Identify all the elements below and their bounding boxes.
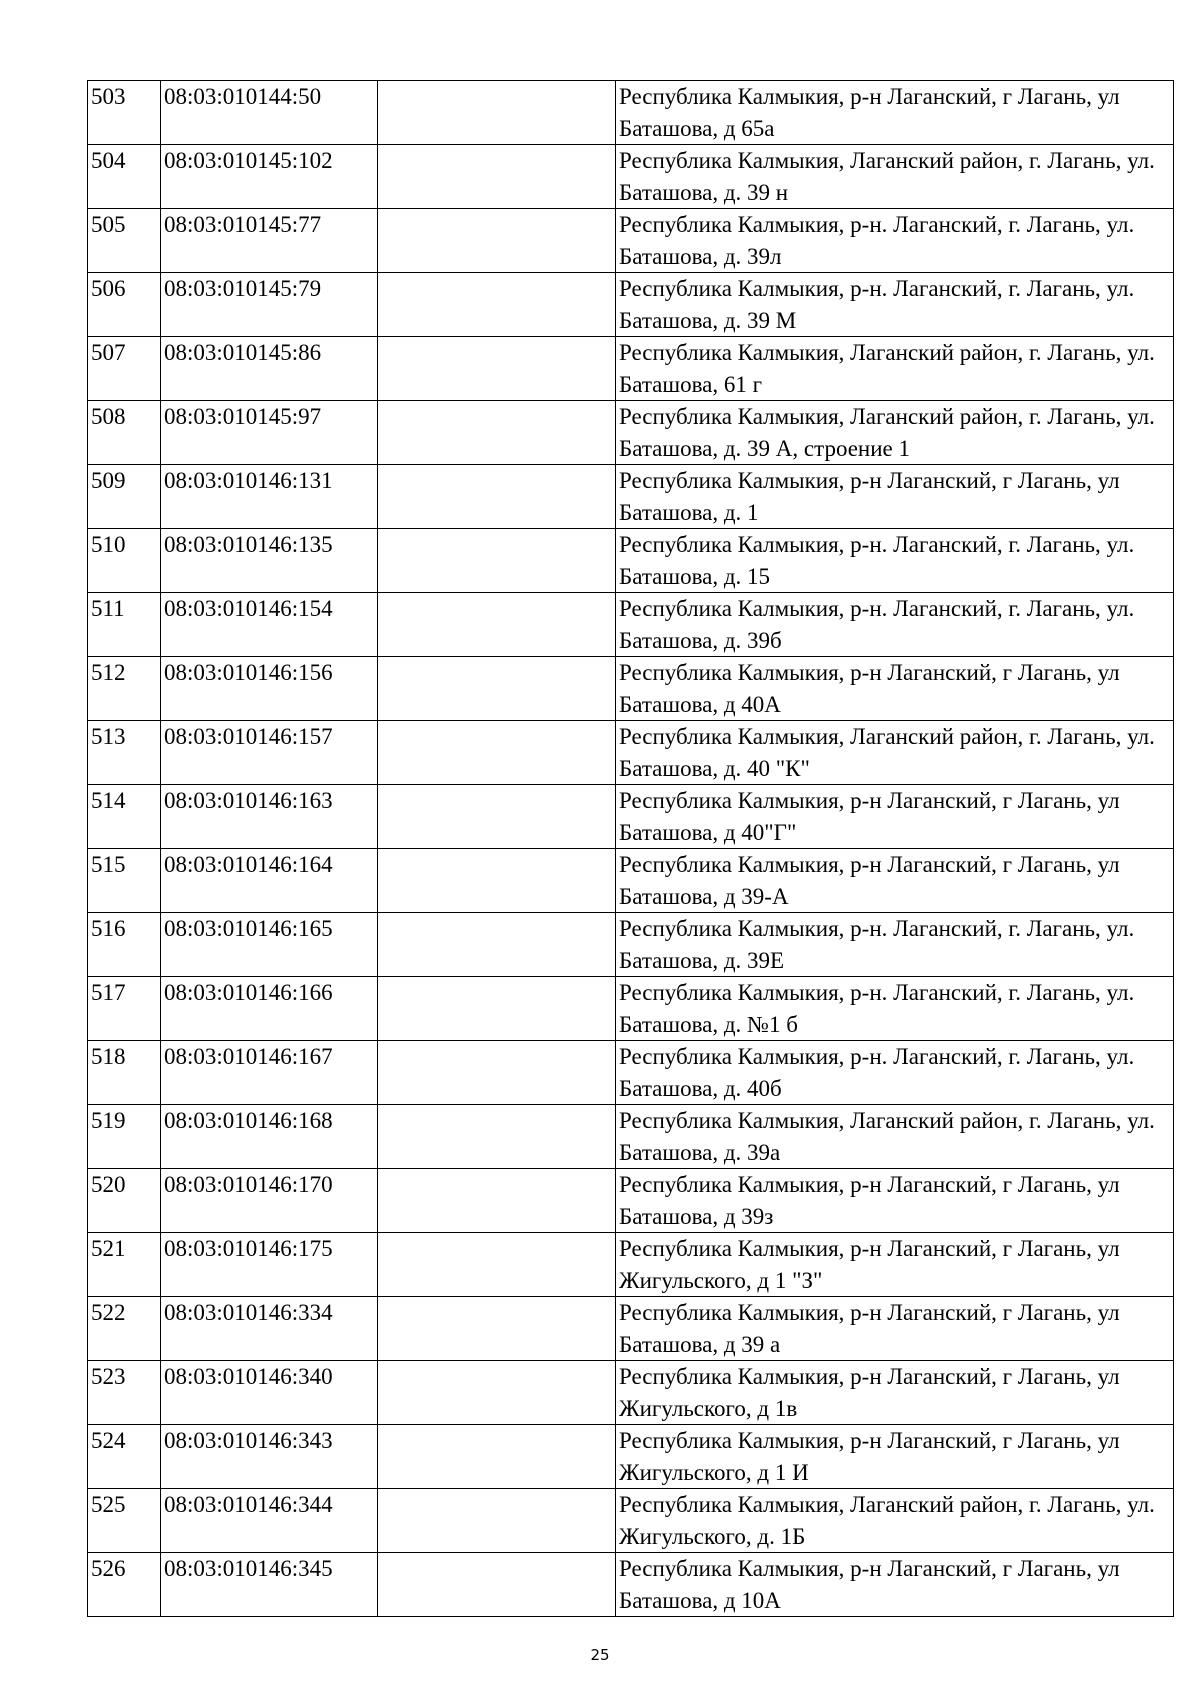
table-row	[88, 1297, 1174, 1361]
table-row	[88, 785, 1174, 849]
row-number-cell: 504	[88, 145, 161, 209]
cadastral-number-cell: 08:03:010146:156	[161, 657, 378, 721]
registry-table-body	[88, 81, 1174, 1617]
row-number-cell: 505	[88, 209, 161, 273]
cadastral-number-cell: 08:03:010146:344	[161, 1489, 378, 1553]
empty-cell	[378, 913, 616, 977]
cadastral-number-cell: 08:03:010146:175	[161, 1233, 378, 1297]
row-number-cell: 512	[88, 657, 161, 721]
row-number-cell: 523	[88, 1361, 161, 1425]
empty-cell	[378, 1425, 616, 1489]
row-number-cell: 525	[88, 1489, 161, 1553]
table-row	[88, 145, 1174, 209]
table-row	[88, 1233, 1174, 1297]
row-number-cell: 522	[88, 1297, 161, 1361]
empty-cell	[378, 145, 616, 209]
table-row	[88, 977, 1174, 1041]
address-cell: Республика Калмыкия, Лаганский район, г. Лагань, ул. Баташова, д. 40 "К"	[616, 721, 1174, 785]
cadastral-number-cell: 08:03:010146:166	[161, 977, 378, 1041]
empty-cell	[378, 465, 616, 529]
table-row	[88, 1041, 1174, 1105]
table-row	[88, 1489, 1174, 1553]
table-row	[88, 1425, 1174, 1489]
table-row	[88, 849, 1174, 913]
address-cell: Республика Калмыкия, Лаганский район, г. Лагань, ул. Баташова, д. 39а	[616, 1105, 1174, 1169]
address-cell: Республика Калмыкия, Лаганский район, г. Лагань, ул. Баташова, д. 39 н	[616, 145, 1174, 209]
empty-cell	[378, 849, 616, 913]
address-cell: Республика Калмыкия, р-н. Лаганский, г. Лагань, ул. Баташова, д. 39л	[616, 209, 1174, 273]
empty-cell	[378, 529, 616, 593]
table-row	[88, 913, 1174, 977]
address-cell: Республика Калмыкия, р-н Лаганский, г Лагань, ул Баташова, д 40"Г"	[616, 785, 1174, 849]
row-number-cell: 516	[88, 913, 161, 977]
row-number-cell: 518	[88, 1041, 161, 1105]
row-number-cell: 510	[88, 529, 161, 593]
table-row	[88, 657, 1174, 721]
table-row	[88, 1105, 1174, 1169]
row-number-cell: 521	[88, 1233, 161, 1297]
table-row	[88, 529, 1174, 593]
cadastral-number-cell: 08:03:010145:97	[161, 401, 378, 465]
empty-cell	[378, 977, 616, 1041]
cadastral-number-cell: 08:03:010146:345	[161, 1553, 378, 1617]
address-cell: Республика Калмыкия, р-н Лаганский, г Лагань, ул Баташова, д 39з	[616, 1169, 1174, 1233]
empty-cell	[378, 657, 616, 721]
empty-cell	[378, 1489, 616, 1553]
empty-cell	[378, 81, 616, 145]
empty-cell	[378, 1297, 616, 1361]
empty-cell	[378, 593, 616, 657]
registry-table	[87, 80, 1174, 1617]
row-number-cell: 513	[88, 721, 161, 785]
address-cell: Республика Калмыкия, р-н Лаганский, г Лагань, ул Жигульского, д 1 "З"	[616, 1233, 1174, 1297]
cadastral-number-cell: 08:03:010145:102	[161, 145, 378, 209]
empty-cell	[378, 1041, 616, 1105]
row-number-cell: 517	[88, 977, 161, 1041]
empty-cell	[378, 273, 616, 337]
row-number-cell: 507	[88, 337, 161, 401]
cadastral-number-cell: 08:03:010146:343	[161, 1425, 378, 1489]
empty-cell	[378, 1361, 616, 1425]
address-cell: Республика Калмыкия, Лаганский район, г. Лагань, ул. Баташова, д. 39 А, строение 1	[616, 401, 1174, 465]
table-row	[88, 1361, 1174, 1425]
empty-cell	[378, 1553, 616, 1617]
row-number-cell: 524	[88, 1425, 161, 1489]
address-cell: Республика Калмыкия, р-н. Лаганский, г. Лагань, ул. Баташова, д. 39Е	[616, 913, 1174, 977]
empty-cell	[378, 401, 616, 465]
cadastral-number-cell: 08:03:010146:157	[161, 721, 378, 785]
table-row	[88, 465, 1174, 529]
address-cell: Республика Калмыкия, р-н Лаганский, г Лагань, ул Баташова, д 10А	[616, 1553, 1174, 1617]
cadastral-number-cell: 08:03:010145:79	[161, 273, 378, 337]
address-cell: Республика Калмыкия, Лаганский район, г. Лагань, ул. Жигульского, д. 1Б	[616, 1489, 1174, 1553]
table-row	[88, 337, 1174, 401]
row-number-cell: 519	[88, 1105, 161, 1169]
page-number: 25	[590, 1646, 610, 1664]
row-number-cell: 509	[88, 465, 161, 529]
cadastral-number-cell: 08:03:010145:86	[161, 337, 378, 401]
address-cell: Республика Калмыкия, р-н Лаганский, г Лагань, ул Жигульского, д 1 И	[616, 1425, 1174, 1489]
address-cell: Республика Калмыкия, р-н. Лаганский, г. Лагань, ул. Баташова, д. 39 М	[616, 273, 1174, 337]
table-row	[88, 81, 1174, 145]
empty-cell	[378, 1169, 616, 1233]
empty-cell	[378, 721, 616, 785]
table-row	[88, 1553, 1174, 1617]
cadastral-number-cell: 08:03:010146:168	[161, 1105, 378, 1169]
table-row	[88, 401, 1174, 465]
row-number-cell: 526	[88, 1553, 161, 1617]
cadastral-number-cell: 08:03:010144:50	[161, 81, 378, 145]
row-number-cell: 511	[88, 593, 161, 657]
table-row	[88, 273, 1174, 337]
cadastral-number-cell: 08:03:010146:164	[161, 849, 378, 913]
address-cell: Республика Калмыкия, р-н. Лаганский, г. Лагань, ул. Баташова, д. 15	[616, 529, 1174, 593]
row-number-cell: 515	[88, 849, 161, 913]
table-row	[88, 721, 1174, 785]
address-cell: Республика Калмыкия, р-н Лаганский, г Лагань, ул Баташова, д. 1	[616, 465, 1174, 529]
row-number-cell: 514	[88, 785, 161, 849]
address-cell: Республика Калмыкия, р-н. Лаганский, г. Лагань, ул. Баташова, д. 40б	[616, 1041, 1174, 1105]
address-cell: Республика Калмыкия, р-н. Лаганский, г. Лагань, ул. Баташова, д. №1 б	[616, 977, 1174, 1041]
address-cell: Республика Калмыкия, р-н Лаганский, г Лагань, ул Баташова, д 65а	[616, 81, 1174, 145]
cadastral-number-cell: 08:03:010145:77	[161, 209, 378, 273]
row-number-cell: 506	[88, 273, 161, 337]
cadastral-number-cell: 08:03:010146:170	[161, 1169, 378, 1233]
row-number-cell: 508	[88, 401, 161, 465]
cadastral-number-cell: 08:03:010146:340	[161, 1361, 378, 1425]
cadastral-number-cell: 08:03:010146:167	[161, 1041, 378, 1105]
address-cell: Республика Калмыкия, р-н. Лаганский, г. Лагань, ул. Баташова, д. 39б	[616, 593, 1174, 657]
address-cell: Республика Калмыкия, р-н Лаганский, г Лагань, ул Баташова, д 39 а	[616, 1297, 1174, 1361]
empty-cell	[378, 209, 616, 273]
cadastral-number-cell: 08:03:010146:131	[161, 465, 378, 529]
cadastral-number-cell: 08:03:010146:163	[161, 785, 378, 849]
row-number-cell: 520	[88, 1169, 161, 1233]
cadastral-number-cell: 08:03:010146:334	[161, 1297, 378, 1361]
empty-cell	[378, 1233, 616, 1297]
cadastral-number-cell: 08:03:010146:165	[161, 913, 378, 977]
address-cell: Республика Калмыкия, р-н Лаганский, г Лагань, ул Баташова, д 39-А	[616, 849, 1174, 913]
table-row	[88, 593, 1174, 657]
address-cell: Республика Калмыкия, р-н Лаганский, г Лагань, ул Баташова, д 40А	[616, 657, 1174, 721]
table-row	[88, 1169, 1174, 1233]
cadastral-number-cell: 08:03:010146:154	[161, 593, 378, 657]
empty-cell	[378, 337, 616, 401]
cadastral-number-cell: 08:03:010146:135	[161, 529, 378, 593]
empty-cell	[378, 785, 616, 849]
row-number-cell: 503	[88, 81, 161, 145]
address-cell: Республика Калмыкия, р-н Лаганский, г Лагань, ул Жигульского, д 1в	[616, 1361, 1174, 1425]
address-cell: Республика Калмыкия, Лаганский район, г. Лагань, ул. Баташова, 61 г	[616, 337, 1174, 401]
table-row	[88, 209, 1174, 273]
empty-cell	[378, 1105, 616, 1169]
